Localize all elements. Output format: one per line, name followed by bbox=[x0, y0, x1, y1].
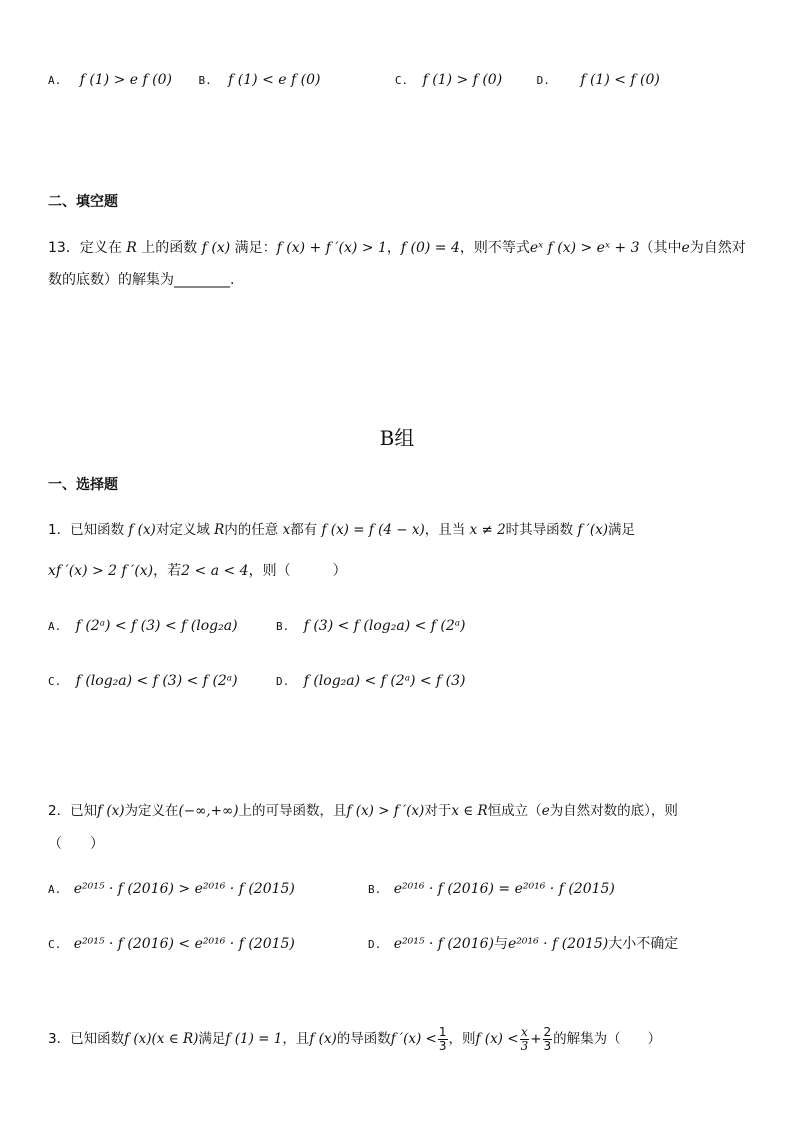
option-text: 大小不确定 bbox=[608, 936, 679, 952]
q2-line2: （ ） bbox=[48, 836, 104, 852]
q1-math: x ≠ 2 bbox=[469, 522, 506, 538]
q1-options-row-1 bbox=[48, 616, 466, 637]
fraction bbox=[438, 1026, 448, 1053]
q3-text: 满足 bbox=[198, 1031, 226, 1047]
q13-math: f (x) + f ′(x) > 1 bbox=[276, 240, 387, 256]
option-text: e²⁰¹⁶ · f (2016) = e²⁰¹⁶ · f (2015) bbox=[393, 881, 615, 897]
option-label: C. bbox=[48, 938, 62, 951]
q1-text: 都有 bbox=[290, 522, 322, 538]
q2-math: (−∞,+∞) bbox=[178, 803, 239, 819]
q3-math: f (1) = 1 bbox=[225, 1031, 283, 1047]
option-text: f (1) > f (0) bbox=[422, 72, 503, 88]
option-label: D. bbox=[368, 938, 382, 951]
q3-text: ，则 bbox=[448, 1031, 476, 1047]
q2-math: f (x) bbox=[97, 803, 125, 819]
option-label: C. bbox=[394, 74, 409, 87]
q13-text: ，则不等式 bbox=[459, 240, 530, 256]
q13-text: 上的函数 bbox=[136, 240, 202, 256]
q3-math: + bbox=[530, 1031, 542, 1047]
q1-line2 bbox=[48, 561, 347, 581]
option-text: e²⁰¹⁵ · f (2016) < e²⁰¹⁶ · f (2015) bbox=[73, 936, 295, 952]
q2-text: 对于 bbox=[424, 803, 452, 819]
q2-text: 恒成立（ bbox=[487, 803, 542, 819]
q3-line1 bbox=[48, 1025, 661, 1053]
q13-line2: 数的底数）的解集为________. bbox=[48, 272, 235, 288]
q3-math: f ′(x) < bbox=[390, 1031, 437, 1047]
option-text: 与 bbox=[493, 936, 508, 952]
fraction-numerator: 2 bbox=[543, 1024, 552, 1039]
fraction-numerator: 1 bbox=[438, 1024, 447, 1039]
q3-text: 3．已知函数 bbox=[48, 1031, 125, 1047]
q2-options-row-2 bbox=[48, 934, 295, 955]
option-text: f (1) < e f (0) bbox=[228, 72, 321, 88]
section-heading-fill: 二、填空题 bbox=[48, 194, 118, 210]
q13-text: ， bbox=[386, 240, 401, 256]
section-heading-choice: 一、选择题 bbox=[48, 477, 118, 493]
q13-math: eˣ f (x) > eˣ + 3 bbox=[529, 240, 640, 256]
q3-math: f (x) < bbox=[475, 1031, 519, 1047]
q1-text: 内的任意 bbox=[224, 522, 283, 538]
q12-options-row bbox=[48, 70, 660, 91]
q1-math: x bbox=[282, 522, 291, 538]
option-label: D. bbox=[536, 74, 550, 87]
option-label: D. bbox=[275, 675, 290, 688]
q1-math: f (x) = f (4 − x) bbox=[321, 522, 425, 538]
q13-text: 满足： bbox=[230, 240, 277, 256]
option-text: f (3) < f (log₂a) < f (2ᵃ) bbox=[303, 618, 466, 634]
option-text: f (1) > e f (0) bbox=[79, 72, 172, 88]
q13-text: 13．定义在 bbox=[48, 240, 127, 256]
q2-math: x ∈ R bbox=[451, 803, 488, 819]
q1-math: f ′(x) bbox=[577, 522, 608, 538]
group-title: B组 bbox=[379, 426, 415, 450]
q2-math: f (x) > f ′(x) bbox=[346, 803, 425, 819]
option-label: A. bbox=[48, 74, 62, 87]
option-label: C. bbox=[48, 675, 62, 688]
option-label: B. bbox=[368, 883, 382, 896]
q13-text: 为自然对 bbox=[689, 240, 746, 256]
q13-math: R bbox=[126, 240, 137, 256]
fraction-numerator: x bbox=[520, 1024, 528, 1039]
q2-text: 为定义在 bbox=[124, 803, 179, 819]
q2-text: 上的可导函数，且 bbox=[238, 803, 347, 819]
q1-math: 2 < a < 4 bbox=[181, 563, 249, 579]
option-label: A. bbox=[48, 620, 62, 633]
q1-text: 对定义域 bbox=[155, 522, 215, 538]
q2-options-row-1 bbox=[48, 879, 295, 900]
option-label: B. bbox=[275, 620, 290, 633]
option-text: f (log₂a) < f (3) < f (2ᵃ) bbox=[75, 673, 238, 689]
option-label: B. bbox=[198, 74, 212, 87]
q1-text: 满足 bbox=[607, 522, 635, 538]
q2-option-b bbox=[368, 879, 615, 900]
fraction-denominator: 3 bbox=[438, 1038, 447, 1053]
q2-text: 2．已知 bbox=[48, 803, 98, 819]
q13-text: （其中 bbox=[639, 240, 682, 256]
q2-math: e bbox=[541, 803, 550, 819]
option-text: e²⁰¹⁵ · f (2016) bbox=[393, 936, 494, 952]
q1-text: ，若 bbox=[153, 563, 182, 579]
q3-math: f (x) bbox=[309, 1031, 337, 1047]
q3-text: 的解集为（ ） bbox=[553, 1031, 662, 1047]
q2-option-d bbox=[368, 934, 678, 955]
option-text: f (1) < f (0) bbox=[580, 72, 660, 88]
fraction-denominator: 3 bbox=[520, 1038, 529, 1053]
q1-math: xf ′(x) > 2 f ′(x) bbox=[48, 563, 154, 579]
option-text: f (log₂a) < f (2ᵃ) < f (3) bbox=[303, 673, 466, 689]
fraction bbox=[543, 1026, 553, 1053]
q1-text: 时其导函数 bbox=[505, 522, 578, 538]
q2-text: 为自然对数的底），则 bbox=[549, 803, 678, 819]
fraction-denominator: 3 bbox=[543, 1038, 552, 1053]
q1-math: R bbox=[214, 522, 225, 538]
q1-line1 bbox=[48, 520, 635, 540]
option-text: f (2ᵃ) < f (3) < f (log₂a) bbox=[75, 618, 238, 634]
q3-text: 的导函数 bbox=[336, 1031, 391, 1047]
q1-text: ，且当 bbox=[424, 522, 470, 538]
q13-math: f (0) = 4 bbox=[400, 240, 460, 256]
q13-line1 bbox=[48, 238, 746, 258]
q1-text: ，则（ ） bbox=[248, 563, 347, 579]
fraction bbox=[520, 1026, 530, 1053]
q13-math: e bbox=[681, 240, 690, 256]
q3-math: f (x)(x ∈ R) bbox=[124, 1031, 199, 1047]
q1-math: f (x) bbox=[128, 522, 156, 538]
option-text: e²⁰¹⁵ · f (2016) > e²⁰¹⁶ · f (2015) bbox=[73, 881, 295, 897]
q13-math: f (x) bbox=[201, 240, 231, 256]
q3-text: ，且 bbox=[282, 1031, 310, 1047]
q1-text: 1．已知函数 bbox=[48, 522, 129, 538]
option-text: e²⁰¹⁶ · f (2015) bbox=[507, 936, 609, 952]
q1-options-row-2 bbox=[48, 671, 466, 692]
q2-line1 bbox=[48, 801, 678, 821]
option-label: A. bbox=[48, 883, 62, 896]
